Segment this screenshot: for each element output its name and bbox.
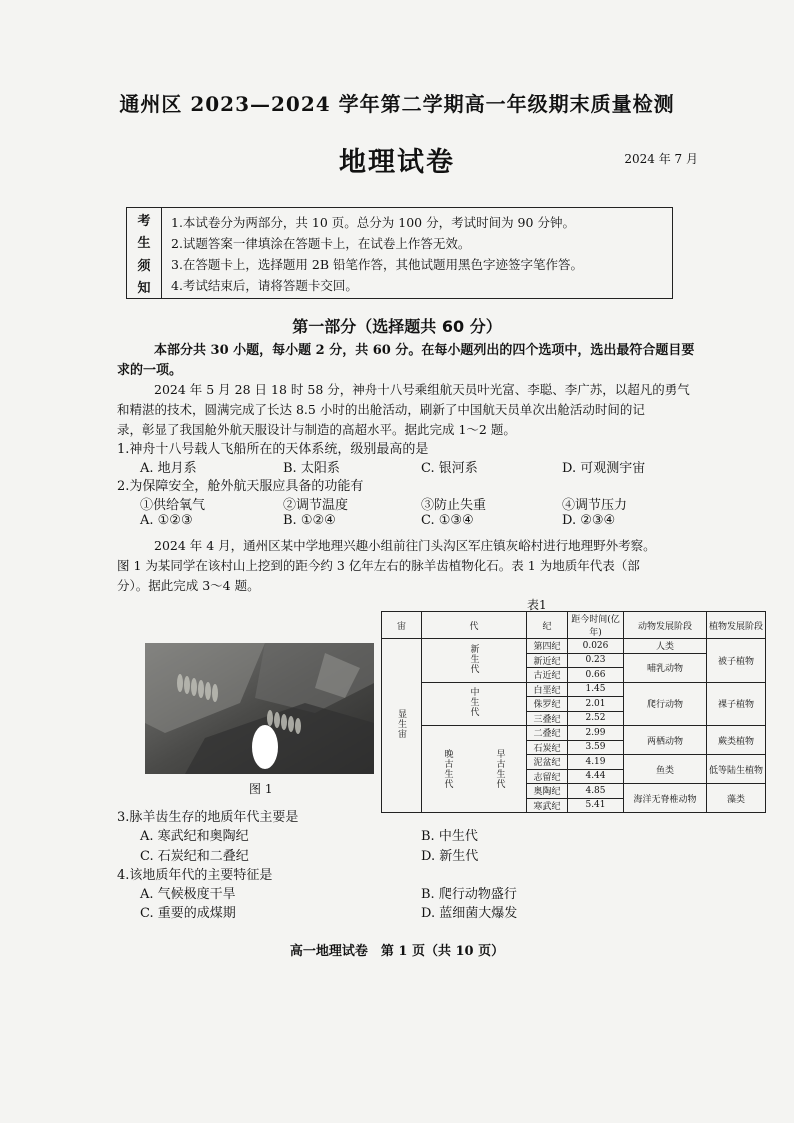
q1-option-c: C. 银河系 [421, 461, 478, 476]
eon-label: 显生宙 [396, 709, 406, 739]
period-cell: 泥盆纪 [527, 755, 568, 770]
eon-cell [382, 639, 422, 813]
period-cell: 志留纪 [527, 769, 568, 784]
animal-cell: 两栖动物 [624, 726, 707, 755]
notice-label [127, 208, 162, 298]
era-label: 新生代 [468, 643, 479, 674]
q2-option-c: C. ①③④ [421, 513, 474, 528]
question-3-stem: 3.脉羊齿生存的地质年代主要是 [117, 810, 299, 825]
notice-label-char: 生 [137, 236, 151, 252]
period-cell: 白垩纪 [527, 682, 568, 697]
period-cell: 二叠纪 [527, 726, 568, 741]
q4-option-a: A. 气候极度干旱 [140, 887, 236, 902]
exam-subject-title: 地理试卷 [339, 147, 455, 178]
part1-title: 第一部分（选择题共 60 分） [292, 317, 502, 336]
q2-option-b: B. ①②④ [283, 513, 336, 528]
period-cell: 奥陶纪 [527, 784, 568, 799]
plant-cell: 被子植物 [707, 639, 766, 683]
fossil-photo-image [145, 643, 374, 774]
time-cell: 0.23 [568, 653, 624, 668]
time-cell: 2.99 [568, 726, 624, 741]
time-cell: 0.026 [568, 639, 624, 654]
passage-line: 2024 年 5 月 28 日 18 时 58 分，神舟十八号乘组航天员叶光富、李聪、李广苏，以超凡的勇气 [154, 382, 690, 397]
time-cell: 4.85 [568, 784, 624, 799]
notice-item: 2.试题答案一律填涂在答题卡上，在试卷上作答无效。 [171, 236, 471, 251]
period-cell: 古近纪 [527, 668, 568, 683]
plant-cell: 藻类 [707, 784, 766, 813]
geologic-time-table [381, 611, 766, 813]
time-cell: 1.45 [568, 682, 624, 697]
period-cell: 石炭纪 [527, 740, 568, 755]
q2-item-4: ④调节压力 [562, 498, 628, 513]
era-label: 早古生代 [494, 749, 505, 789]
time-cell: 4.44 [568, 769, 624, 784]
q3-option-c: C. 石炭纪和二叠纪 [140, 849, 249, 864]
passage-line: 录，彰显了我国舱外航天服设计与制造的高超水平。据此完成 1～2 题。 [117, 422, 516, 437]
period-cell: 侏罗纪 [527, 697, 568, 712]
candidate-notice-box [126, 207, 673, 299]
period-cell: 新近纪 [527, 653, 568, 668]
q3-option-d: D. 新生代 [421, 849, 479, 864]
q1-option-a: A. 地月系 [140, 461, 197, 476]
table-header: 宙 [382, 612, 422, 639]
passage-line: 2024 年 4 月，通州区某中学地理兴趣小组前往门头沟区军庄镇灰峪村进行地理野外考察。 [154, 538, 656, 553]
q2-item-2: ②调节温度 [283, 498, 349, 513]
plant-cell: 蕨类植物 [707, 726, 766, 755]
q2-item-1: ①供给氧气 [140, 498, 206, 513]
table-header: 动物发展阶段 [624, 612, 707, 639]
notice-items [171, 212, 583, 296]
q4-option-b: B. 爬行动物盛行 [421, 887, 517, 902]
notice-item: 4.考试结束后，请将答题卡交回。 [171, 278, 358, 293]
notice-item: 1.本试卷分为两部分，共 10 页。总分为 100 分，考试时间为 90 分钟。 [171, 215, 575, 230]
paleozoic-era-cell [422, 726, 527, 813]
period-cell: 第四纪 [527, 639, 568, 654]
passage-line: 图 1 为某同学在该村山上挖到的距今约 3 亿年左右的脉羊齿植物化石。表 1 为地质年代表（部 [117, 558, 640, 573]
exam-date: 2024 年 7 月 [624, 152, 698, 166]
table-header: 植物发展阶段 [707, 612, 766, 639]
question-4-stem: 4.该地质年代的主要特征是 [117, 868, 273, 883]
fossil-photo [145, 643, 374, 774]
table-header: 纪 [527, 612, 568, 639]
page-footer: 高一地理试卷 第 1 页（共 10 页） [289, 944, 505, 959]
part1-intro-line: 本部分共 30 小题，每小题 2 分，共 60 分。在每小题列出的四个选项中，选出最符合题目要 [154, 343, 695, 358]
q4-option-c: C. 重要的成煤期 [140, 906, 236, 921]
q2-option-a: A. ①②③ [140, 513, 193, 528]
time-cell: 0.66 [568, 668, 624, 683]
passage-line: 和精湛的技术，圆满完成了长达 8.5 小时的出舱活动，刷新了中国航天员单次出舱活动时间的记 [117, 402, 645, 417]
era-cell [422, 639, 527, 683]
time-cell: 5.41 [568, 798, 624, 813]
time-cell: 2.52 [568, 711, 624, 726]
animal-cell: 海洋无脊椎动物 [624, 784, 707, 813]
animal-cell: 爬行动物 [624, 682, 707, 726]
plant-cell: 裸子植物 [707, 682, 766, 726]
era-cell [422, 682, 527, 726]
passage-1 [117, 380, 695, 440]
plant-cell: 低等陆生植物 [707, 755, 766, 784]
q2-option-d: D. ②③④ [562, 513, 616, 528]
period-cell: 寒武纪 [527, 798, 568, 813]
era-label: 中生代 [468, 687, 479, 718]
figure-1-label: 图 1 [249, 782, 273, 796]
notice-label-char: 须 [137, 258, 151, 274]
notice-label-char: 知 [137, 281, 151, 297]
question-1-stem: 1.神舟十八号载人飞船所在的天体系统，级别最高的是 [117, 442, 429, 457]
q1-option-d: D. 可观测宇宙 [562, 461, 646, 476]
passage-line: 分）。据此完成 3～4 题。 [117, 578, 260, 593]
q2-item-3: ③防止失重 [421, 498, 487, 513]
period-cell: 三叠纪 [527, 711, 568, 726]
part1-intro-line: 求的一项。 [117, 363, 183, 378]
q3-option-a: A. 寒武纪和奥陶纪 [140, 829, 249, 844]
q1-option-b: B. 太阳系 [283, 461, 340, 476]
question-2-stem: 2.为保障安全，舱外航天服应具备的功能有 [117, 479, 364, 494]
animal-cell: 鱼类 [624, 755, 707, 784]
passage-2 [117, 536, 695, 596]
time-cell: 2.01 [568, 697, 624, 712]
time-cell: 3.59 [568, 740, 624, 755]
animal-cell: 人类 [624, 639, 707, 654]
table-1-title: 表1 [527, 598, 547, 612]
notice-label-char: 考 [137, 213, 151, 229]
time-cell: 4.19 [568, 755, 624, 770]
table-header: 代 [422, 612, 527, 639]
q3-option-b: B. 中生代 [421, 829, 478, 844]
exam-header-title: 通州区 2023—2024 学年第二学期高一年级期末质量检测 [119, 92, 675, 116]
table-header: 距今时间(亿年) [568, 612, 624, 639]
era-label: 晚古生代 [442, 749, 453, 789]
part1-intro [117, 341, 695, 381]
paleozoic-split [422, 726, 526, 812]
notice-item: 3.在答题卡上，选择题用 2B 铅笔作答，其他试题用黑色字迹签字笔作答。 [171, 257, 584, 272]
q4-option-d: D. 蓝细菌大爆发 [421, 906, 518, 921]
animal-cell: 哺乳动物 [624, 653, 707, 682]
